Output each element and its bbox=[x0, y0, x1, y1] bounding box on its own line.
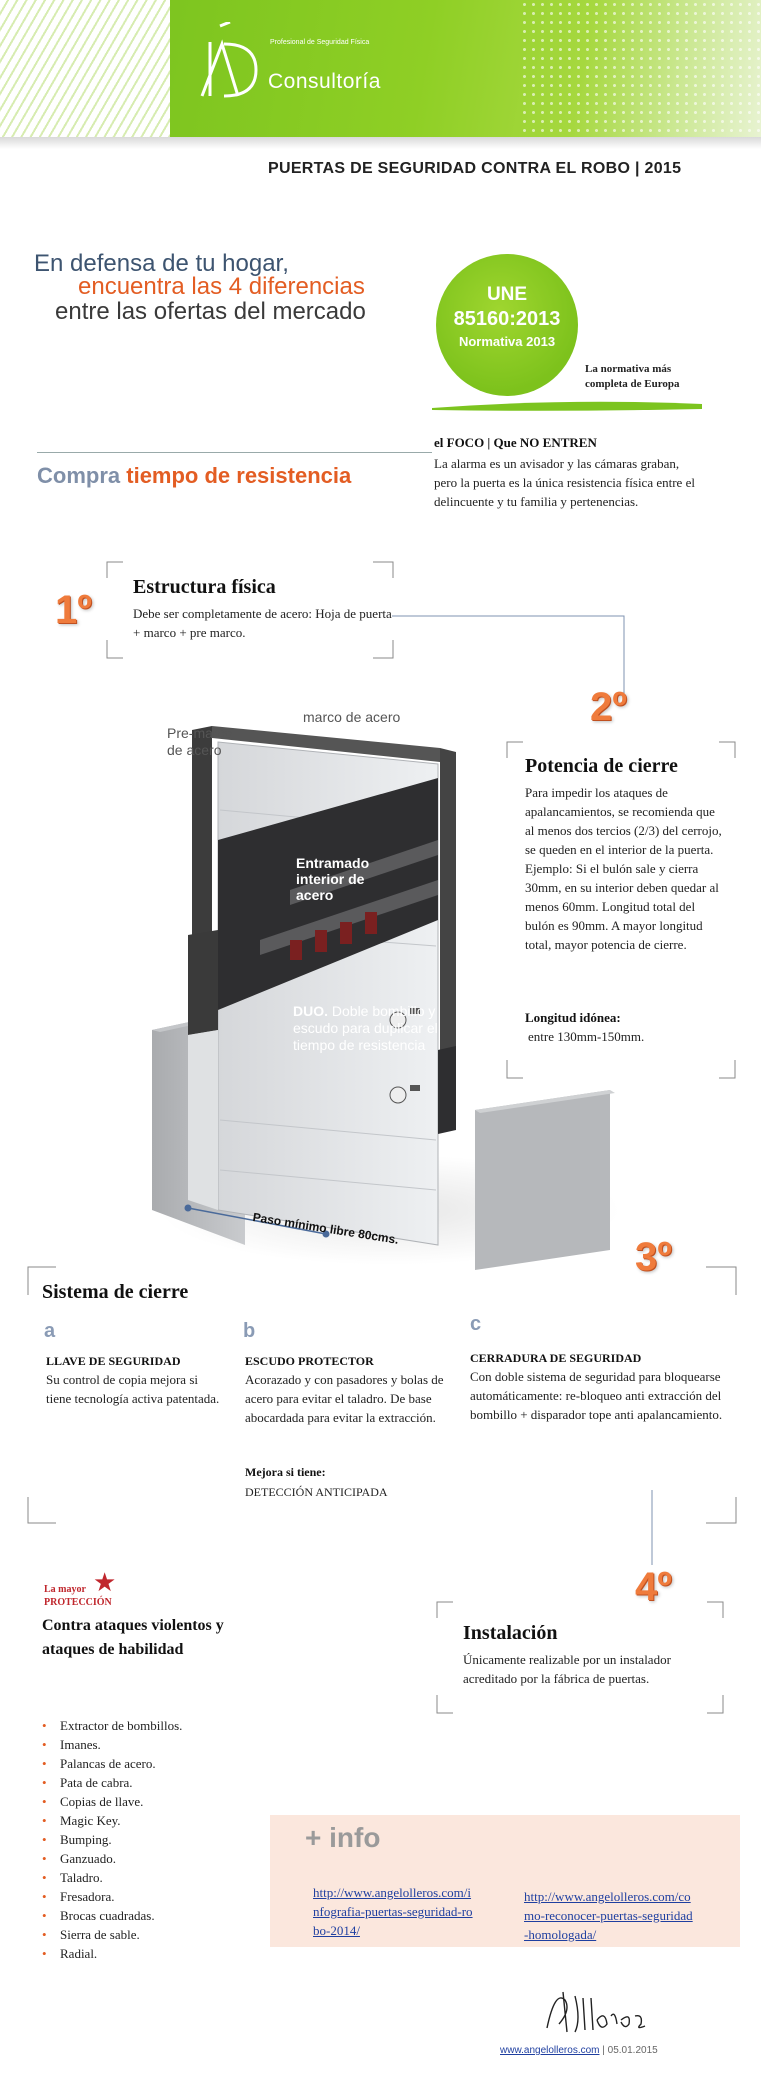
label-paso: Paso mínimo libre 80cms. bbox=[251, 1210, 400, 1247]
list-item: • Taladro. bbox=[42, 1868, 182, 1887]
label-premarco: Pre-marco de acero bbox=[167, 725, 233, 758]
intro-line-3: entre las ofertas del mercado bbox=[55, 298, 366, 325]
estructura-title: Estructura física bbox=[133, 576, 276, 598]
proteccion-badge-line-1: La mayor bbox=[44, 1584, 86, 1595]
sistema-letter-b: b bbox=[243, 1320, 256, 1342]
label-duo-text: Doble bombillo y escudo para duplicar el tiempo de resistencia bbox=[293, 1003, 438, 1053]
estructura-body: Debe ser completamente de acero: Hoja de puerta + marco + pre marco. bbox=[133, 606, 392, 640]
une-badge bbox=[436, 254, 578, 396]
footer-site-link[interactable]: www.angelolleros.com bbox=[500, 2045, 600, 2056]
list-item: • Pata de cabra. bbox=[42, 1773, 182, 1792]
logo-name: Consultoría bbox=[268, 70, 381, 93]
cerradura-title: CERRADURA DE SEGURIDAD bbox=[470, 1351, 642, 1365]
foco-title: el FOCO | Que NO ENTREN bbox=[434, 435, 597, 450]
list-item: • Fresadora. bbox=[42, 1887, 182, 1906]
step-number-1: 1º bbox=[55, 588, 92, 632]
list-item: • Palancas de acero. bbox=[42, 1754, 182, 1773]
door-illustration bbox=[140, 690, 620, 1270]
logo-icon bbox=[198, 22, 258, 100]
potencia-body: Para impedir los ataques de apalancamientos, se recomienda que al menos dos tercios (2/3) del cerrojo, se queden en el interior de la puerta. Ejemplo: Si el bulón sale y cierra 30mm, en su interior deben quedar al menos 60mm. Longitud total del bulón es 90mm. A mayor longitud total, mayor potencia de cierre. bbox=[525, 785, 722, 952]
header-stripes bbox=[0, 0, 170, 137]
list-item: • Ganzuado. bbox=[42, 1849, 182, 1868]
label-duo-bold: DUO. bbox=[293, 1003, 328, 1019]
list-item: • Bumping. bbox=[42, 1830, 182, 1849]
step-number-2: 2º bbox=[590, 685, 627, 729]
proteccion-badge bbox=[44, 1583, 112, 1609]
une-badge-line-1: UNE bbox=[486, 284, 528, 305]
une-badge-line-3: Normativa 2013 bbox=[458, 334, 556, 349]
proteccion-title: Contra ataques violentos y ataques de habilidad bbox=[42, 1617, 224, 1658]
list-item: • Brocas cuadradas. bbox=[42, 1906, 182, 1925]
sistema-title: Sistema de cierre bbox=[42, 1281, 189, 1303]
escudo-mejora: Mejora si tiene: bbox=[245, 1465, 326, 1479]
label-duo bbox=[293, 1003, 443, 1054]
header-banner bbox=[0, 0, 761, 137]
llave-title: LLAVE DE SEGURIDAD bbox=[46, 1354, 181, 1368]
label-entramado: Entramado interior de acero bbox=[296, 855, 370, 903]
proteccion-list bbox=[42, 1716, 182, 1963]
instalacion-body: Únicamente realizable por un instalador acreditado por la fábrica de puertas. bbox=[463, 1652, 671, 1686]
header-shadow bbox=[0, 137, 761, 149]
list-item: • Sierra de sable. bbox=[42, 1925, 182, 1944]
connector-line-4 bbox=[650, 1490, 654, 1565]
compra-heading bbox=[37, 463, 351, 489]
cerradura-body: Con doble sistema de seguridad para bloquearse automáticamente: re-bloqueo anti extracción del bombillo + disparador tope anti apalancamiento. bbox=[470, 1369, 723, 1422]
instalacion-title: Instalación bbox=[463, 1622, 558, 1644]
step-number-3: 3º bbox=[635, 1235, 672, 1279]
compra-heading-part-2: tiempo de resistencia bbox=[126, 463, 352, 488]
escudo-title: ESCUDO PROTECTOR bbox=[245, 1354, 374, 1368]
header-dot-pattern bbox=[520, 0, 761, 137]
info-title: + info bbox=[305, 1822, 381, 1853]
potencia-title: Potencia de cierre bbox=[525, 755, 678, 777]
sistema-letter-a: a bbox=[44, 1320, 56, 1342]
step-number-4: 4º bbox=[635, 1565, 672, 1609]
logo-subtitle: Profesional de Seguridad Física bbox=[270, 39, 370, 46]
label-marco: marco de acero bbox=[303, 709, 401, 725]
list-item: • Magic Key. bbox=[42, 1811, 182, 1830]
star-icon: ★ bbox=[93, 1567, 117, 1597]
page-title: PUERTAS DE SEGURIDAD CONTRA EL ROBO | 2015 bbox=[268, 160, 682, 177]
compra-heading-part-1: Compra bbox=[37, 463, 127, 488]
connector-line-1 bbox=[392, 615, 627, 695]
potencia-range: entre 130mm-150mm. bbox=[528, 1029, 645, 1044]
list-item: • Extractor de bombillos. bbox=[42, 1716, 182, 1735]
proteccion-badge-line-2: PROTECCIÓN bbox=[44, 1597, 112, 1608]
divider-line bbox=[37, 452, 432, 453]
intro-line-2: encuentra las 4 diferencias bbox=[78, 273, 365, 300]
llave-body: Su control de copia mejora si tiene tecnología activa patentada. bbox=[46, 1372, 220, 1406]
sistema-letter-c: c bbox=[470, 1313, 482, 1335]
green-swoosh bbox=[432, 400, 702, 412]
list-item: • Radial. bbox=[42, 1944, 182, 1963]
list-item: • Copias de llave. bbox=[42, 1792, 182, 1811]
footer-date: | 05.01.2015 bbox=[599, 2045, 658, 2056]
info-link-2[interactable]: http://www.angelolleros.com/como-reconocer-puertas-seguridad-homologada/ bbox=[524, 1889, 693, 1942]
footer bbox=[500, 2045, 658, 2056]
une-badge-line-2: 85160:2013 bbox=[453, 308, 561, 330]
info-link-1[interactable]: http://www.angelolleros.com/infografia-puertas-seguridad-robo-2014/ bbox=[313, 1885, 473, 1938]
escudo-deteccion: DETECCIÓN ANTICIPADA bbox=[245, 1485, 388, 1499]
une-note: La normativa más completa de Europa bbox=[585, 363, 680, 390]
list-item: • Imanes. bbox=[42, 1735, 182, 1754]
intro-line-1: En defensa de tu hogar, bbox=[34, 250, 289, 277]
foco-body: La alarma es un avisador y las cámaras graban, pero la puerta es la única resistencia física entre el delincuente y tu familia y pertenencias. bbox=[434, 456, 695, 509]
signature bbox=[545, 1980, 655, 2040]
escudo-body: Acorazado y con pasadores y bolas de acero para evitar el taladro. De base abocardada para evitar la extracción. bbox=[245, 1372, 444, 1425]
potencia-label: Longitud idónea: bbox=[525, 1010, 621, 1025]
